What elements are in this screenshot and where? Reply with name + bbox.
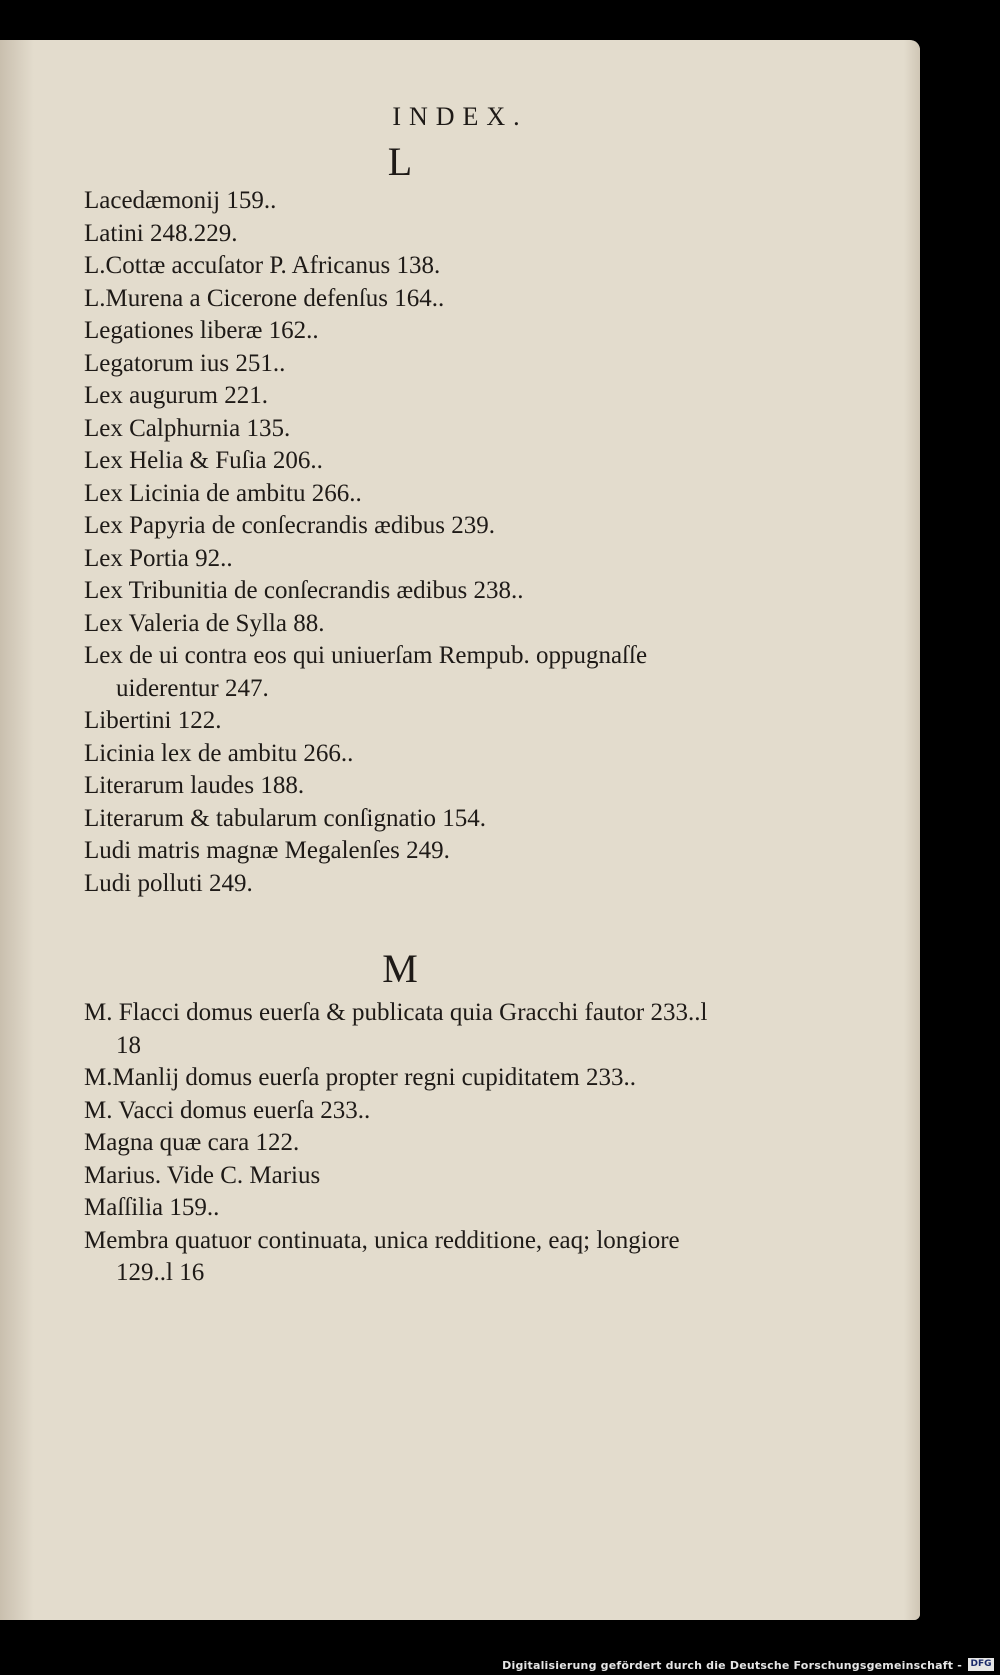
index-entry: Libertini 122. <box>84 707 222 734</box>
index-entry: Ludi matris magnæ Megalenſes 249. <box>84 837 450 864</box>
page-header: INDEX. <box>392 102 528 131</box>
index-entry: Lex Helia & Fuſia 206.. <box>84 447 323 474</box>
index-entry: Latini 248.229. <box>84 219 238 247</box>
index-entry: Legationes liberæ 162.. <box>84 317 319 344</box>
index-entry: Lex Tribunitia de conſecrandis ædibus 238.. <box>84 577 524 604</box>
index-entry: L.Murena a Cicerone defenſus 164.. <box>84 284 445 312</box>
index-entry: L.Cottæ accuſator P. Africanus 138. <box>84 252 441 279</box>
index-entry: Lex augurum 221. <box>84 382 268 409</box>
index-entry: Magna quæ cara 122. <box>84 1129 300 1156</box>
index-entry: M. Vacci domus euerſa 233.. <box>84 1096 371 1124</box>
section-letter-m: M <box>382 946 418 991</box>
index-entries-l <box>84 185 724 900</box>
index-entry: Lex Portia 92.. <box>84 544 233 572</box>
page-gutter-shadow <box>0 40 34 1620</box>
index-entry: M.Manlij domus euerſa propter regni cupiditatem 233.. <box>84 1064 636 1091</box>
funding-credit: Digitalisierung gefördert durch die Deutsche Forschungsgemeinschaft - <box>502 1659 962 1672</box>
index-entry: Lex de ui contra eos qui uniuerſam Rempub. oppugnaſſe uiderentur 247. <box>84 642 648 702</box>
index-entry: Licinia lex de ambitu 266.. <box>84 739 354 767</box>
index-entry: Maſſilia 159.. <box>84 1194 220 1221</box>
index-entry: M. Flacci domus euerſa & publicata quia Gracchi fautor 233..l 18 <box>84 999 708 1059</box>
index-entry: Membra quatuor continuata, unica redditione, eaq; longiore 129..l 16 <box>84 1226 680 1286</box>
index-entry: Lex Calphurnia 135. <box>84 414 291 442</box>
index-entry: Literarum laudes 188. <box>84 772 305 799</box>
index-entry: Legatorum ius 251.. <box>84 349 286 377</box>
index-entry: Lex Valeria de Sylla 88. <box>84 609 325 637</box>
index-entries-m <box>84 997 724 1290</box>
book-page <box>0 40 920 1620</box>
index-entry: Lacedæmonij 159.. <box>84 187 277 214</box>
dfg-logo: DFG <box>968 1658 994 1671</box>
footer-bar <box>0 1653 1000 1675</box>
index-entry: Ludi polluti 249. <box>84 869 253 897</box>
index-entry: Lex Licinia de ambitu 266.. <box>84 479 362 507</box>
index-entry: Lex Papyria de conſecrandis ædibus 239. <box>84 512 496 539</box>
section-letter-l: L <box>387 139 413 184</box>
page-edge-shadow <box>904 40 920 1620</box>
index-entry: Literarum & tabularum conſignatio 154. <box>84 804 486 832</box>
index-entry: Marius. Vide C. Marius <box>84 1161 321 1189</box>
